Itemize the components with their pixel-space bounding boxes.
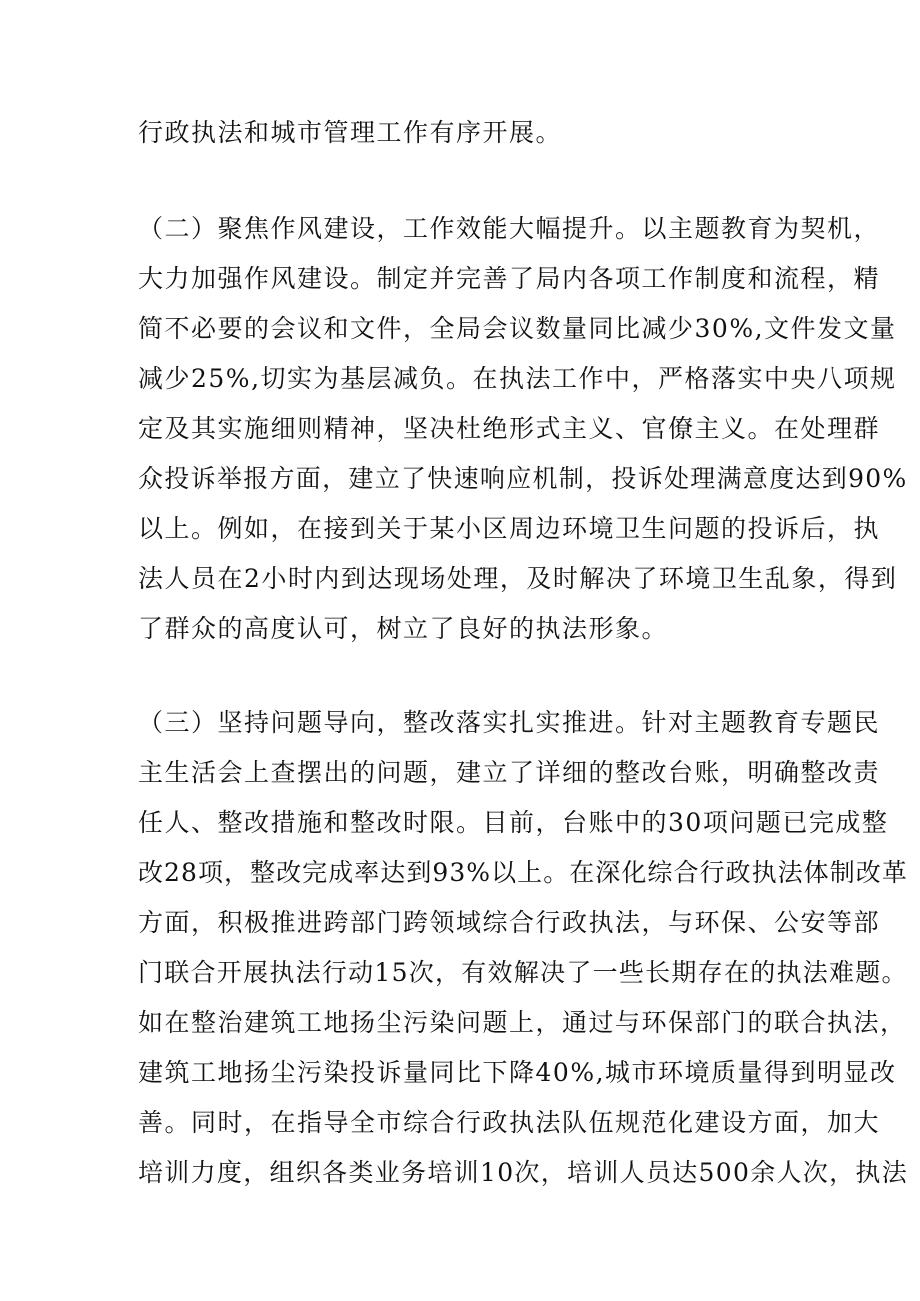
text-line: 方面，积极推进跨部门跨领域综合行政执法，与环保、公安等部 [138, 908, 881, 937]
text-line: （三）坚持问题导向，整改落实扎实推进。针对主题教育专题民 [138, 708, 881, 737]
text-line: 法人员在2小时内到达现场处理，及时解决了环境卫生乱象，得到 [138, 564, 898, 593]
text-line: 善。同时，在指导全市综合行政执法队伍规范化建设方面，加大 [138, 1108, 881, 1137]
text-line: 如在整治建筑工地扬尘污染问题上，通过与环保部门的联合执法， [138, 1008, 907, 1037]
text-line: 建筑工地扬尘污染投诉量同比下降40%,城市环境质量得到明显改 [138, 1058, 897, 1087]
text-line: 改28项，整改完成率达到93%以上。在深化综合行政执法体制改革 [138, 858, 908, 887]
text-line: 众投诉举报方面，建立了快速响应机制，投诉处理满意度达到90% [138, 464, 908, 493]
text-line: 行政执法和城市管理工作有序开展。 [138, 118, 563, 147]
text-line: 了群众的高度认可，树立了良好的执法形象。 [138, 614, 669, 643]
text-line: 任人、整改措施和整改时限。目前，台账中的30项问题已完成整 [138, 808, 889, 837]
text-line: 减少25%,切实为基层减负。在执法工作中，严格落实中央八项规 [138, 364, 897, 393]
text-line: 大力加强作风建设。制定并完善了局内各项工作制度和流程，精 [138, 264, 881, 293]
text-line: 门联合开展执法行动15次，有效解决了一些长期存在的执法难题。 [138, 958, 908, 987]
text-line: 简不必要的会议和文件，全局会议数量同比减少30%,文件发文量 [138, 314, 897, 343]
text-line: 主生活会上查摆出的问题，建立了详细的整改台账，明确整改责 [138, 758, 881, 787]
text-line: 以上。例如，在接到关于某小区周边环境卫生问题的投诉后，执 [138, 514, 881, 543]
text-line: （二）聚焦作风建设，工作效能大幅提升。以主题教育为契机， [138, 214, 881, 243]
text-line: 培训力度，组织各类业务培训10次，培训人员达500余人次，执法 [138, 1158, 909, 1187]
text-line: 定及其实施细则精神，坚决杜绝形式主义、官僚主义。在处理群 [138, 414, 881, 443]
